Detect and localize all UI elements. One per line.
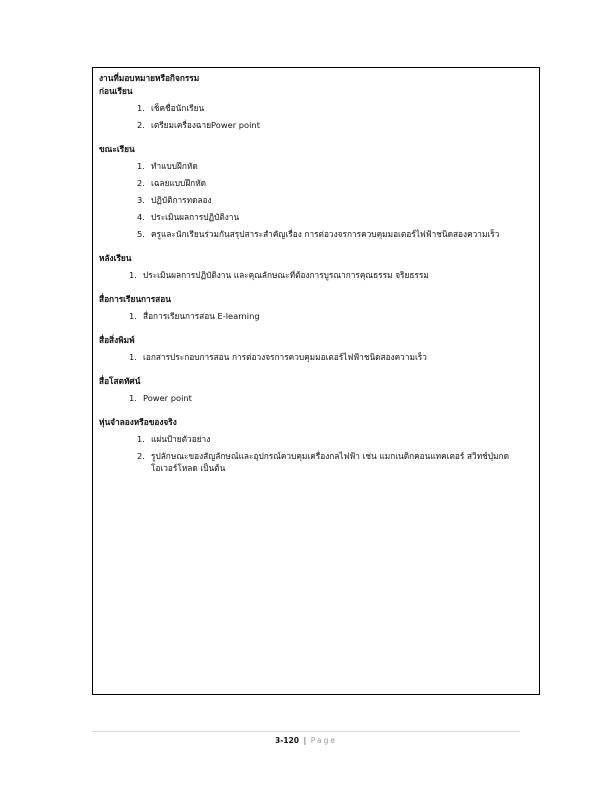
item-number: 5.	[137, 229, 145, 239]
before-class-title: ก่อนเรียน	[99, 86, 133, 96]
audio-visual-list	[99, 392, 533, 404]
item-number: 2.	[137, 120, 145, 130]
item-text: รูปลักษณะของสัญลักษณ์และอุปกรณ์ควบคุมเครื่องกลไฟฟ้า เช่น แมกเนติกคอนแทคเตอร์ สวิทช์ปุ่มกด โอเวอร์โหลด เป็นต้น	[151, 451, 509, 473]
item-number: 1.	[129, 270, 137, 280]
during-class-list	[99, 160, 533, 240]
during-class-title: ขณะเรียน	[99, 144, 135, 154]
item-number: 3.	[137, 195, 145, 205]
item-number: 1.	[129, 311, 137, 321]
print-media-list	[99, 351, 533, 363]
list-item	[99, 177, 533, 189]
item-text: ครูและนักเรียนร่วมกันสรุปสาระสำคัญเรื่อง การต่อวงจรการควบคุมมอเตอร์ไฟฟ้าชนิดสองความเร็ว	[151, 229, 500, 239]
list-item	[99, 228, 533, 240]
item-text: ประเมินผลการปฏิบัติงาน และคุณลักษณะที่ต้องการบูรณาการคุณธรรม จริยธรรม	[143, 270, 429, 280]
page-label: Page	[310, 736, 337, 745]
print-media-section	[99, 334, 533, 363]
item-text: เฉลยแบบฝึกหัด	[151, 178, 207, 188]
list-item	[99, 102, 533, 114]
models-section	[99, 416, 533, 474]
item-text: เช็คชื่อนักเรียน	[151, 103, 205, 113]
footer-separator: |	[303, 736, 307, 745]
list-item	[99, 351, 533, 363]
item-text: แผ่นป้ายตัวอย่าง	[151, 434, 211, 444]
item-text: ประเมินผลการปฏิบัติงาน	[151, 212, 240, 222]
item-number: 2.	[137, 178, 145, 188]
item-text: ปฏิบัติการทดลอง	[151, 195, 212, 205]
list-item	[99, 269, 533, 281]
item-number: 1.	[137, 161, 145, 171]
models-title: หุ่นจำลองหรือของจริง	[99, 417, 177, 427]
tasks-title: งานที่มอบหมายหรือกิจกรรม	[99, 73, 200, 83]
during-class-section	[99, 143, 533, 240]
print-media-title: สื่อสิ่งพิมพ์	[99, 335, 135, 345]
teaching-media-section	[99, 293, 533, 322]
after-class-list	[99, 269, 533, 281]
page-footer	[0, 736, 612, 746]
list-item	[99, 211, 533, 223]
item-text: Power point	[143, 393, 192, 403]
teaching-media-list	[99, 310, 533, 322]
before-class-section	[99, 85, 533, 131]
item-number: 4.	[137, 212, 145, 222]
models-list	[99, 433, 533, 474]
list-item	[99, 160, 533, 172]
list-item	[99, 194, 533, 206]
audio-visual-section	[99, 375, 533, 404]
list-item	[99, 433, 533, 445]
footer-divider	[92, 731, 520, 732]
item-number: 1.	[129, 352, 137, 362]
list-item	[99, 392, 533, 404]
item-text: สื่อการเรียนการสอน E-learning	[143, 311, 260, 321]
item-text: ทำแบบฝึกหัด	[151, 161, 198, 171]
list-item	[99, 119, 533, 131]
audio-visual-title: สื่อโสตทัศน์	[99, 376, 141, 386]
item-number: 2.	[137, 451, 145, 461]
page-number: 3-120	[275, 736, 300, 745]
item-number: 1.	[137, 434, 145, 444]
before-class-list	[99, 102, 533, 131]
list-item	[99, 310, 533, 322]
list-item	[99, 450, 533, 474]
content-frame	[92, 67, 540, 695]
teaching-media-title: สื่อการเรียนการสอน	[99, 294, 171, 304]
item-number: 1.	[129, 393, 137, 403]
after-class-section	[99, 252, 533, 281]
after-class-title: หลังเรียน	[99, 253, 132, 263]
item-text: เอกสารประกอบการสอน การต่อวงจรการควบคุมมอเตอร์ไฟฟ้าชนิดสองความเร็ว	[143, 352, 427, 362]
item-text: เตรียมเครื่องฉายPower point	[151, 120, 260, 130]
item-number: 1.	[137, 103, 145, 113]
